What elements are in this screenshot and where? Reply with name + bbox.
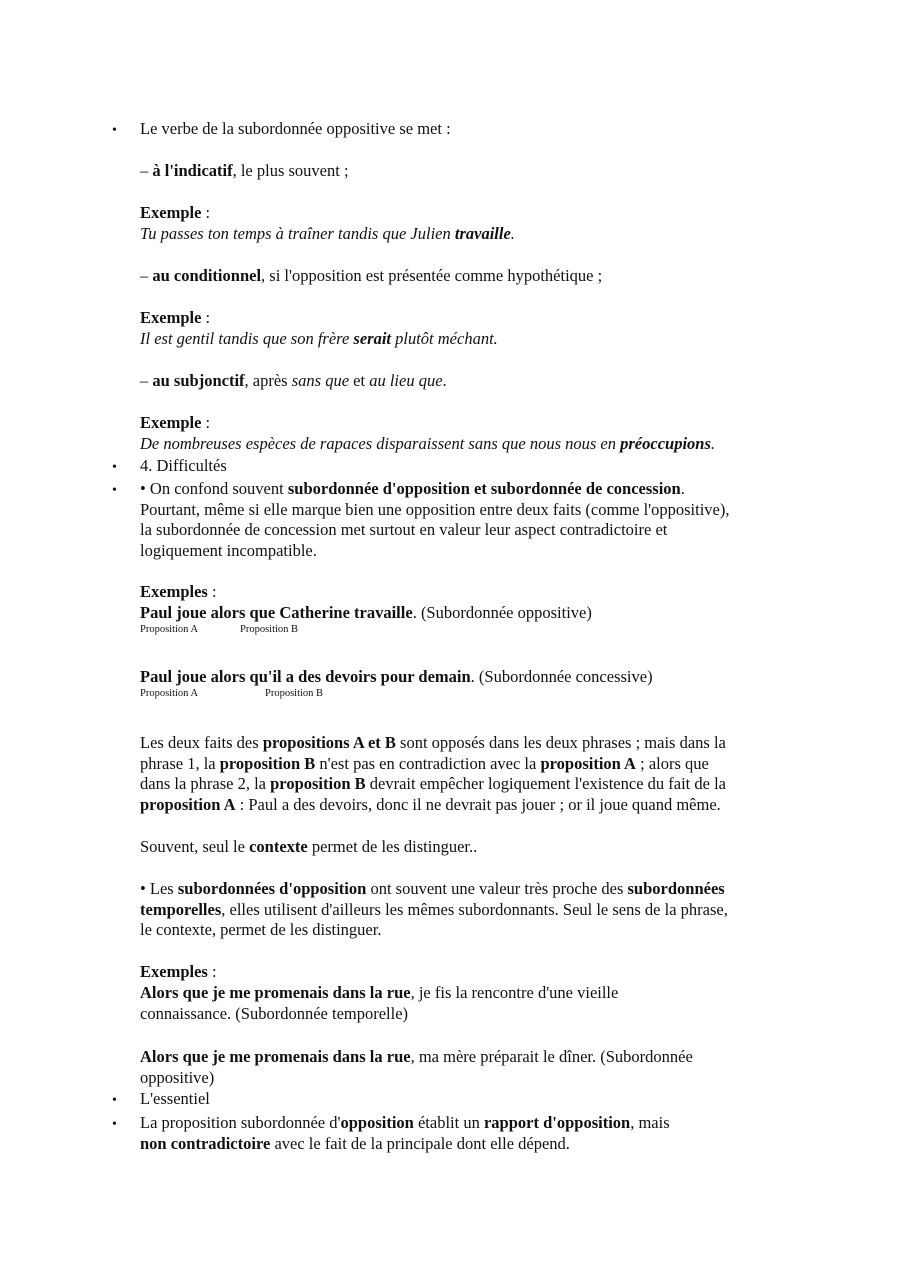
example-oppositive: Paul joue alors que Catherine travaille. (Subordonnée oppositive) [140, 603, 592, 622]
example-label: Exemple : [140, 203, 211, 222]
paragraph-temporelles: • Les subordonnées d'opposition ont souvent une valeur très proche des subordonnées temporelles, elles utilisent d'ailleurs les mêmes subordonnants. Seul le sens de la phrase, le contexte, permet de les distinguer. [140, 879, 728, 939]
example-text: Il est gentil tandis que son frère serait plutôt méchant. [140, 329, 498, 348]
proposition-a-label: Proposition A [140, 624, 199, 635]
heading-difficultes: 4. Difficultés [140, 456, 227, 475]
proposition-b-label: Proposition B [265, 688, 324, 699]
paragraph-confusion: • On confond souvent subordonnée d'opposition et subordonnée de concession. Pourtant, même si elle marque bien une opposition entre deux faits (comme l'oppositive), la subordonnée de concession met surtout en valeur leur aspect contradictoire et logiquement incompatible. [140, 479, 730, 560]
bullet: • [112, 1093, 117, 1108]
example-oppositive-2: Alors que je me promenais dans la rue, ma mère préparait le dîner. (Subordonnée oppositive) [140, 1047, 693, 1087]
paragraph-subjonctif: – au subjonctif, après sans que et au lieu que. [140, 371, 447, 390]
example-text: De nombreuses espèces de rapaces disparaissent sans que nous nous en préoccupions. [140, 434, 715, 453]
paragraph-contexte: Souvent, seul le contexte permet de les distinguer.. [140, 837, 478, 856]
example-label: Exemple : [140, 308, 211, 327]
example-label: Exemples : [140, 962, 217, 981]
proposition-a-label: Proposition A [140, 688, 199, 699]
example-concessive: Paul joue alors qu'il a des devoirs pour demain. (Subordonnée concessive) [140, 667, 653, 686]
heading-essentiel: L'essentiel [140, 1089, 210, 1108]
bullet: • [112, 1117, 117, 1132]
example-label: Exemples : [140, 582, 217, 601]
paragraph-indicatif: – à l'indicatif, le plus souvent ; [140, 161, 349, 180]
bullet: • [112, 483, 117, 498]
paragraph-intro: Le verbe de la subordonnée oppositive se met : [140, 119, 451, 138]
example-text: Tu passes ton temps à traîner tandis que Julien travaille. [140, 224, 515, 243]
bullet: • [112, 460, 117, 475]
paragraph-conditionnel: – au conditionnel, si l'opposition est présentée comme hypothétique ; [140, 266, 603, 285]
example-label: Exemple : [140, 413, 211, 432]
example-temporelle: Alors que je me promenais dans la rue, je fis la rencontre d'une vieille connaissance. (Subordonnée temporelle) [140, 983, 619, 1023]
paragraph-essentiel: La proposition subordonnée d'opposition établit un rapport d'opposition, mais non contradictoire avec le fait de la principale dont elle dépend. [140, 1113, 670, 1153]
bullet: • [112, 123, 117, 138]
paragraph-explanation: Les deux faits des propositions A et B sont opposés dans les deux phrases ; mais dans la phrase 1, la proposition B n'est pas en contradiction avec la proposition A ; alors que dans la phrase 2, la proposition B devrait empêcher logiquement l'existence du fait de la proposition A : Paul a des devoirs, donc il ne devrait pas jouer ; or il joue quand même. [140, 733, 726, 814]
proposition-b-label: Proposition B [240, 624, 299, 635]
